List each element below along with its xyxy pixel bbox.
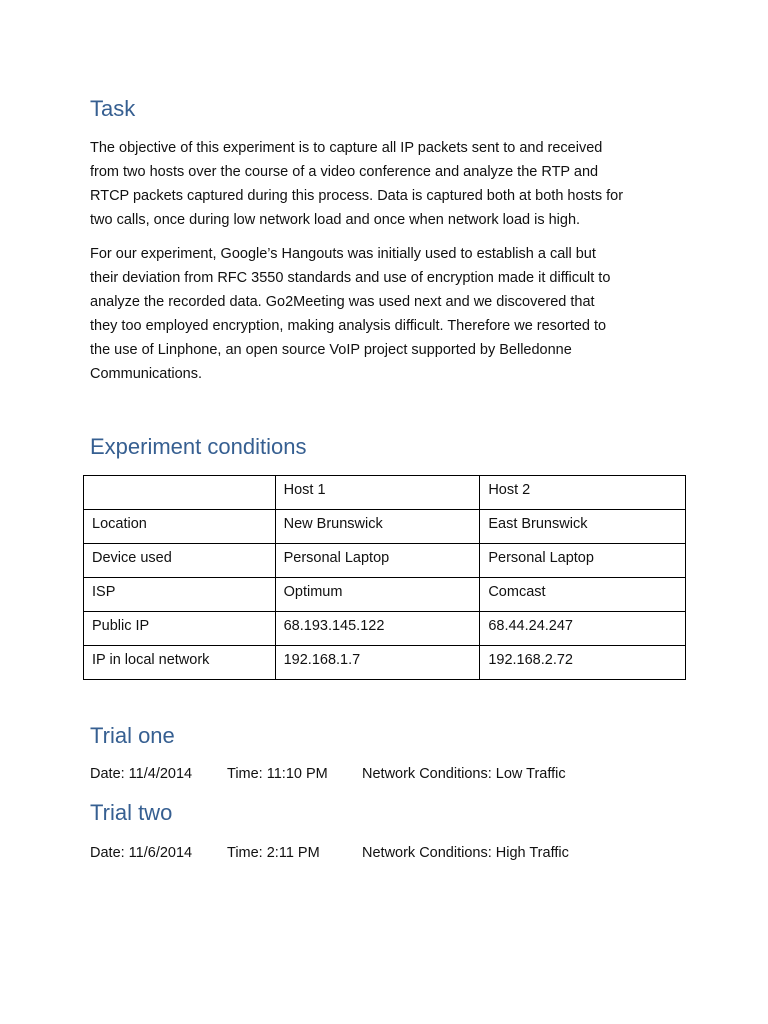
table-row	[84, 510, 686, 544]
text-line: the use of Linphone, an open source VoIP project supported by Belledonne	[90, 342, 572, 358]
text-line: two calls, once during low network load and once when network load is high.	[90, 212, 581, 228]
table-header-cell: Host 1	[275, 476, 480, 510]
table-cell: IP in local network	[84, 646, 276, 680]
table-cell: Location	[84, 510, 276, 544]
table-cell: Device used	[84, 544, 276, 578]
table-header-cell	[84, 476, 276, 510]
table-row	[84, 612, 686, 646]
table-cell: 68.44.24.247	[480, 612, 686, 646]
trial-one-heading: Trial one	[90, 723, 175, 748]
table-cell: Personal Laptop	[480, 544, 686, 578]
table-row	[84, 544, 686, 578]
text-line: analyze the recorded data. Go2Meeting was used next and we discovered that	[90, 294, 595, 310]
trial-one-network: Network Conditions: Low Traffic	[362, 766, 566, 782]
conditions-table	[83, 475, 686, 680]
table-cell: ISP	[84, 578, 276, 612]
trial-two-heading: Trial two	[90, 800, 173, 825]
text-line: they too employed encryption, making analysis difficult. Therefore we resorted to	[90, 318, 607, 334]
trial-one-time: Time: 11:10 PM	[227, 766, 328, 782]
table-cell: East Brunswick	[480, 510, 686, 544]
task-paragraph-2	[90, 242, 690, 386]
table-cell: New Brunswick	[275, 510, 480, 544]
table-cell: Optimum	[275, 578, 480, 612]
table-cell: 192.168.2.72	[480, 646, 686, 680]
trial-two-time: Time: 2:11 PM	[227, 845, 320, 861]
text-line: RTCP packets captured during this process. Data is captured both at both hosts for	[90, 188, 624, 204]
table-row	[84, 646, 686, 680]
text-line: The objective of this experiment is to capture all IP packets sent to and received	[90, 140, 603, 156]
table-cell: 68.193.145.122	[275, 612, 480, 646]
task-paragraph-1	[90, 136, 690, 232]
table-cell: Personal Laptop	[275, 544, 480, 578]
text-line: their deviation from RFC 3550 standards and use of encryption made it difficult to	[90, 270, 611, 286]
text-line: For our experiment, Google’s Hangouts was initially used to establish a call but	[90, 246, 596, 262]
experiment-conditions-heading: Experiment conditions	[90, 434, 307, 459]
table-header-cell: Host 2	[480, 476, 686, 510]
trial-two-date: Date: 11/6/2014	[90, 845, 193, 861]
table-header-row	[84, 476, 686, 510]
task-heading: Task	[90, 96, 136, 121]
table-row	[84, 578, 686, 612]
text-line: from two hosts over the course of a video conference and analyze the RTP and	[90, 164, 599, 180]
table-cell: 192.168.1.7	[275, 646, 480, 680]
table-cell: Comcast	[480, 578, 686, 612]
table-cell: Public IP	[84, 612, 276, 646]
trial-two-network: Network Conditions: High Traffic	[362, 845, 569, 861]
trial-one-date: Date: 11/4/2014	[90, 766, 193, 782]
text-line: Communications.	[90, 366, 203, 382]
